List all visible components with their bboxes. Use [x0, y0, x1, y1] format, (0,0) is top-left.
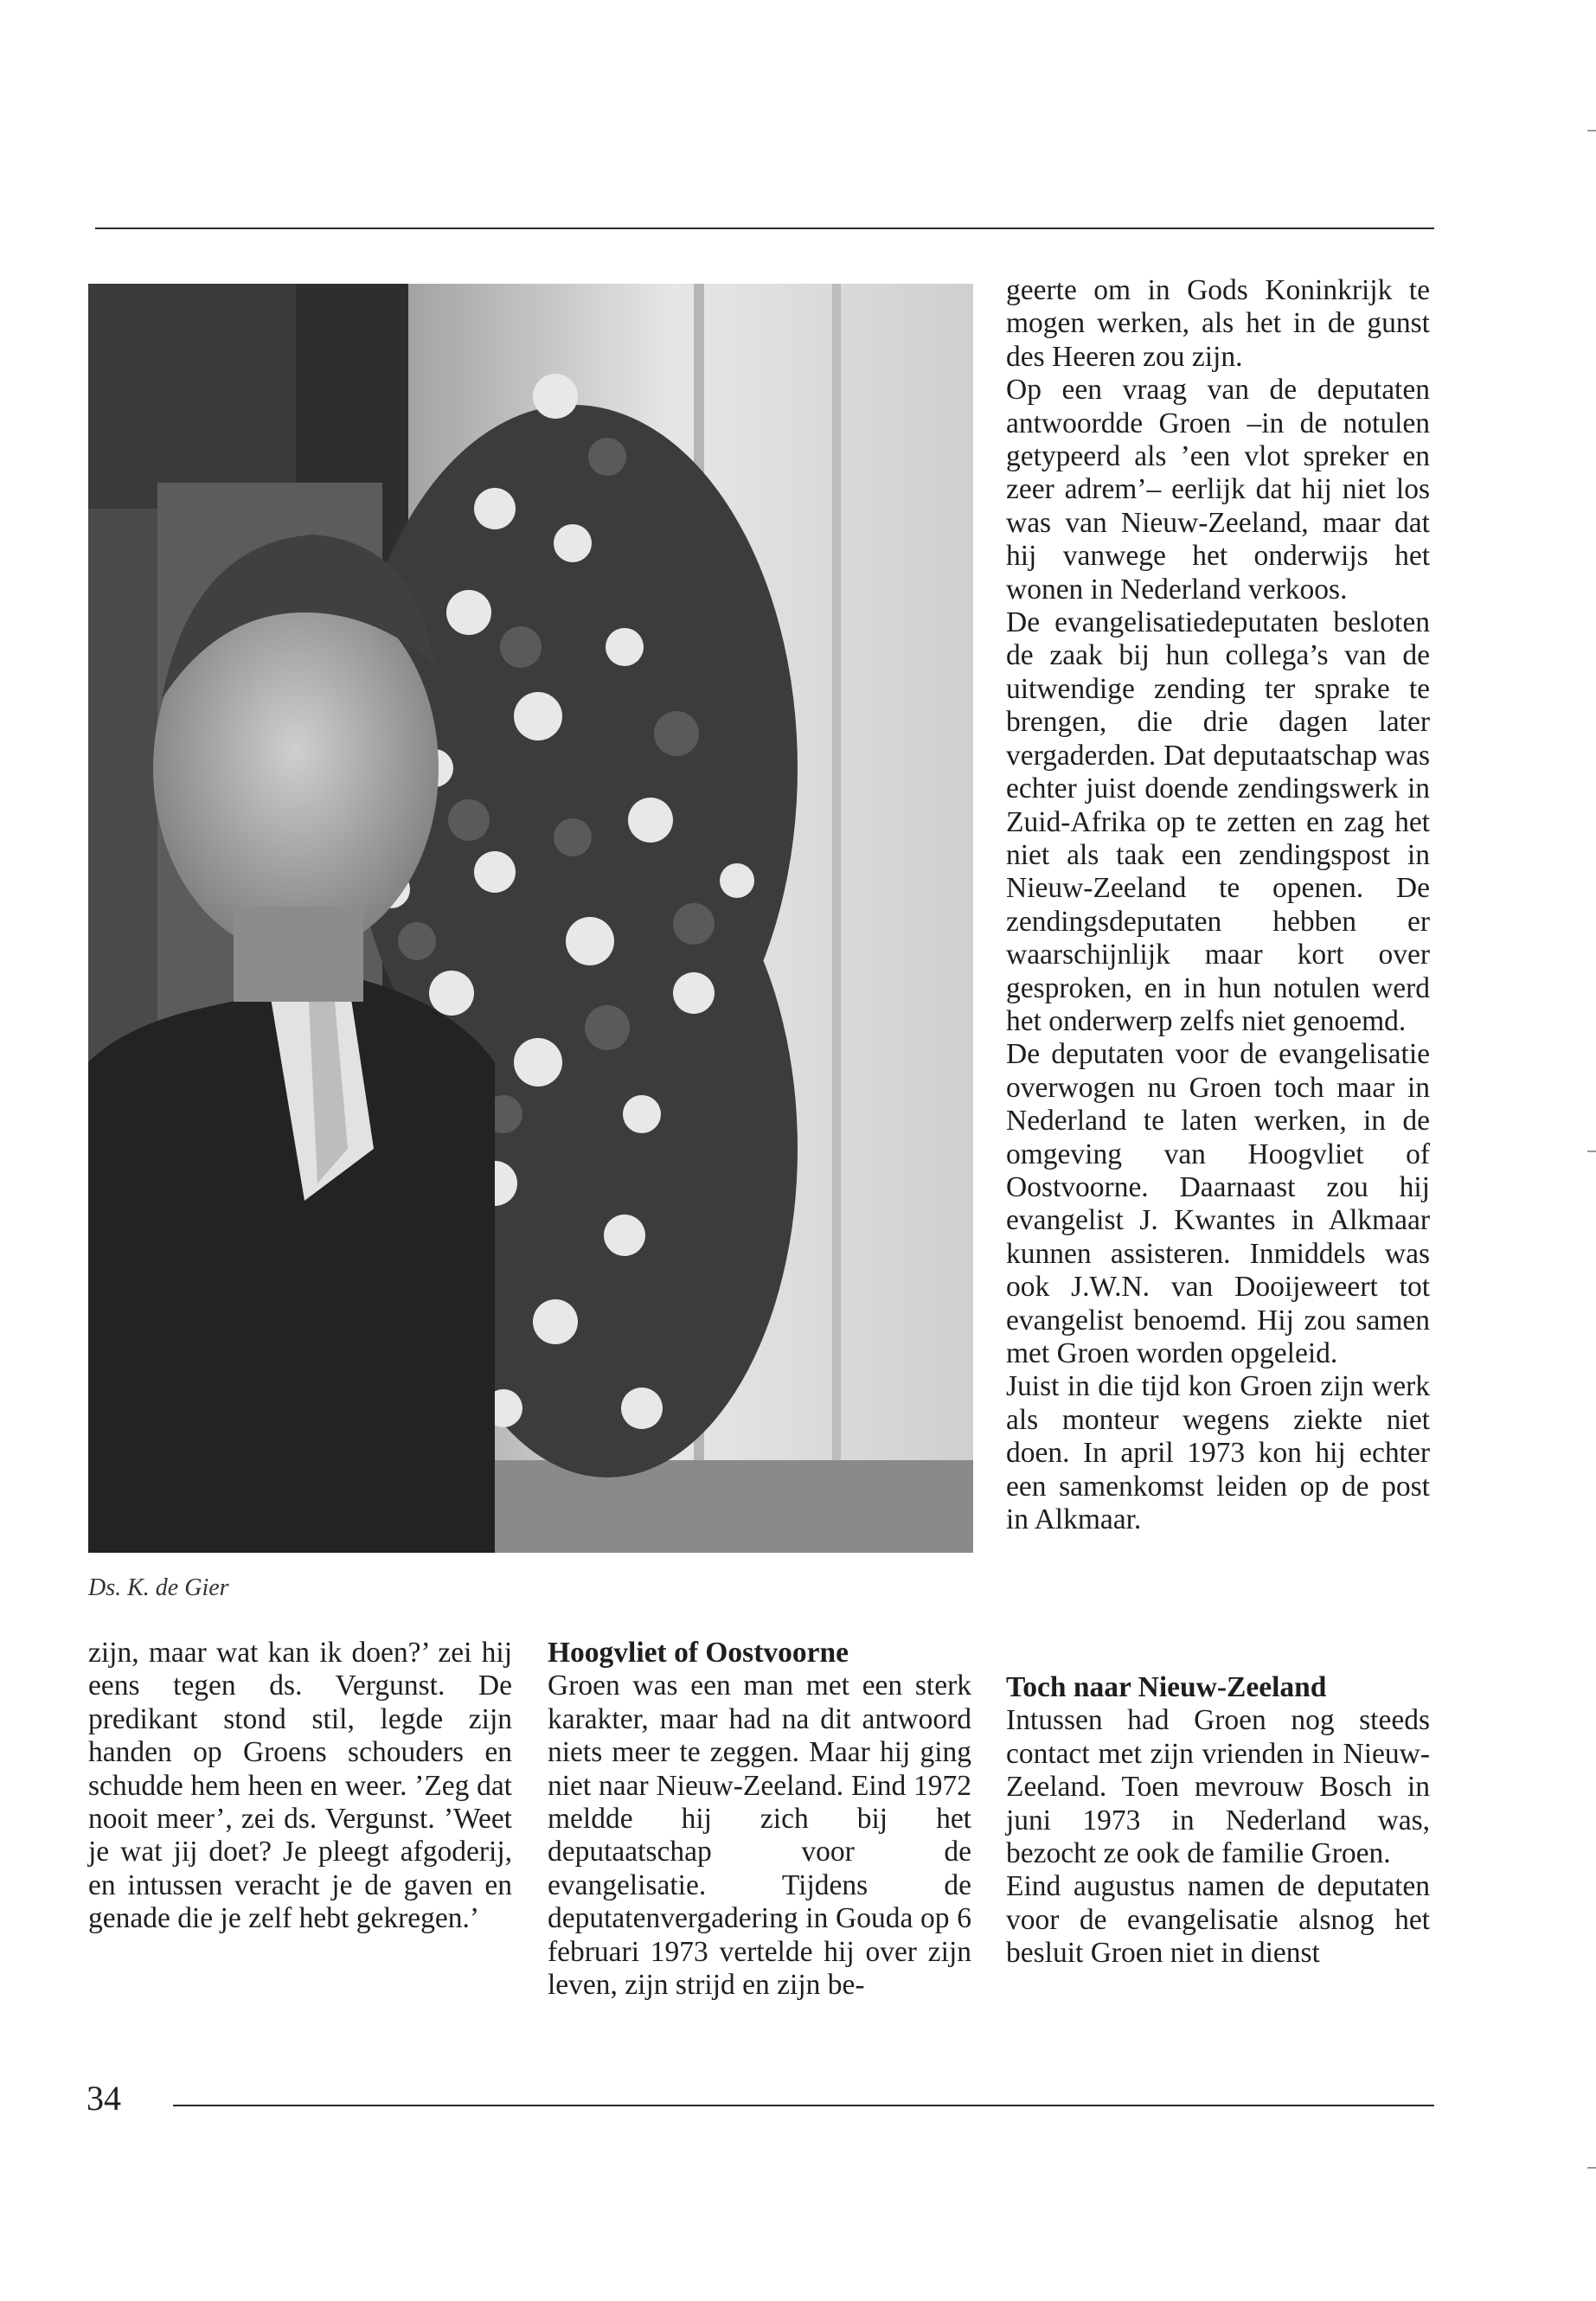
- column-1: [88, 1637, 512, 1936]
- column-2: [548, 1637, 971, 2002]
- footer-rule: [173, 2105, 1434, 2106]
- section-heading: Hoogvliet of Oostvoorne: [548, 1637, 849, 1669]
- paragraph: Groen was een man met een sterk karakter, maar had na dit antwoord niets meer te zeggen. Maar hij ging niet naar Nieuw-Zeeland. Eind 1972 meldde hij zich bij het deputaatschap voor de evangelisatie. Tijdens de deputatenvergadering in Gouda op 6 februari 1973 vertelde hij over zijn leven, zijn strijd en zijn be-: [548, 1670, 971, 2002]
- photo-illustration-icon: [88, 284, 973, 1553]
- portrait-photo: [88, 284, 973, 1553]
- crop-mark: [1587, 1150, 1596, 1152]
- photo-caption: Ds. K. de Gier: [88, 1574, 229, 1601]
- paragraph: Juist in die tijd kon Groen zijn werk als monteur wegens ziekte niet doen. In april 1973 kon hij echter een samenkomst leiden op de post in Alkmaar.: [1006, 1370, 1430, 1536]
- paragraph: Op een vraag van de deputaten antwoordde Groen –in de notulen getypeerd als ’een vlot spreker en zeer adrem’– eerlijk dat hij niet los was van Nieuw-Zeeland, maar dat hij vanwege het onderwijs het wonen in Nederland verkoos.: [1006, 374, 1430, 606]
- paragraph: De deputaten voor de evangelisatie overwogen nu Groen toch maar in Nederland te laten werken, in de omgeving van Hoogvliet of Oostvoorne. Daarnaast zou hij evangelist J. Kwantes in Alkmaar kunnen assisteren. Inmiddels was ook J.W.N. van Dooijeweert tot evangelist benoemd. Hij zou samen met Groen worden opgeleid.: [1006, 1038, 1430, 1369]
- page-number: 34: [87, 2079, 121, 2118]
- paragraph: Eind augustus namen de deputaten voor de evangelisatie alsnog het besluit Groen niet in dienst: [1006, 1870, 1430, 1970]
- paragraph: geerte om in Gods Koninkrijk te mogen werken, als het in de gunst des Heeren zou zijn.: [1006, 274, 1430, 373]
- paragraph: Intussen had Groen nog steeds contact met zijn vrienden in Nieuw-Zeeland. Toen mevrouw Bosch in juni 1973 in Nederland was, bezocht ze ook de familie Groen.: [1006, 1704, 1430, 1870]
- crop-mark: [1587, 2167, 1596, 2169]
- column-3-top: [1006, 274, 1430, 1536]
- section-heading: Toch naar Nieuw-Zeeland: [1006, 1671, 1327, 1703]
- crop-mark: [1587, 130, 1596, 131]
- paragraph: zijn, maar wat kan ik doen?’ zei hij eens tegen ds. Vergunst. De predikant stond stil, legde zijn handen op Groens schouders en schudde hem heen en weer. ’Zeg dat nooit meer’, zei ds. Vergunst. ’Weet je wat jij doet? Je pleegt afgoderij, en intussen veracht je de gaven en genade die je zelf hebt gekregen.’: [88, 1637, 512, 1935]
- paragraph: De evangelisatiedeputaten besloten de zaak bij hun collega’s van de uitwendige zending ter sprake te brengen, die drie dagen later vergaderden. Dat deputaatschap was echter juist doende zendingswerk in Zuid-Afrika op te zetten en zag het niet als taak een zendingspost in Nieuw-Zeeland te openen. De zendingsdeputaten hebben er waarschijnlijk maar kort over gesproken, en in hun notulen werd het onderwerp zelfs niet genoemd.: [1006, 606, 1430, 1037]
- header-rule: [95, 228, 1434, 229]
- column-3-bottom: [1006, 1671, 1430, 1971]
